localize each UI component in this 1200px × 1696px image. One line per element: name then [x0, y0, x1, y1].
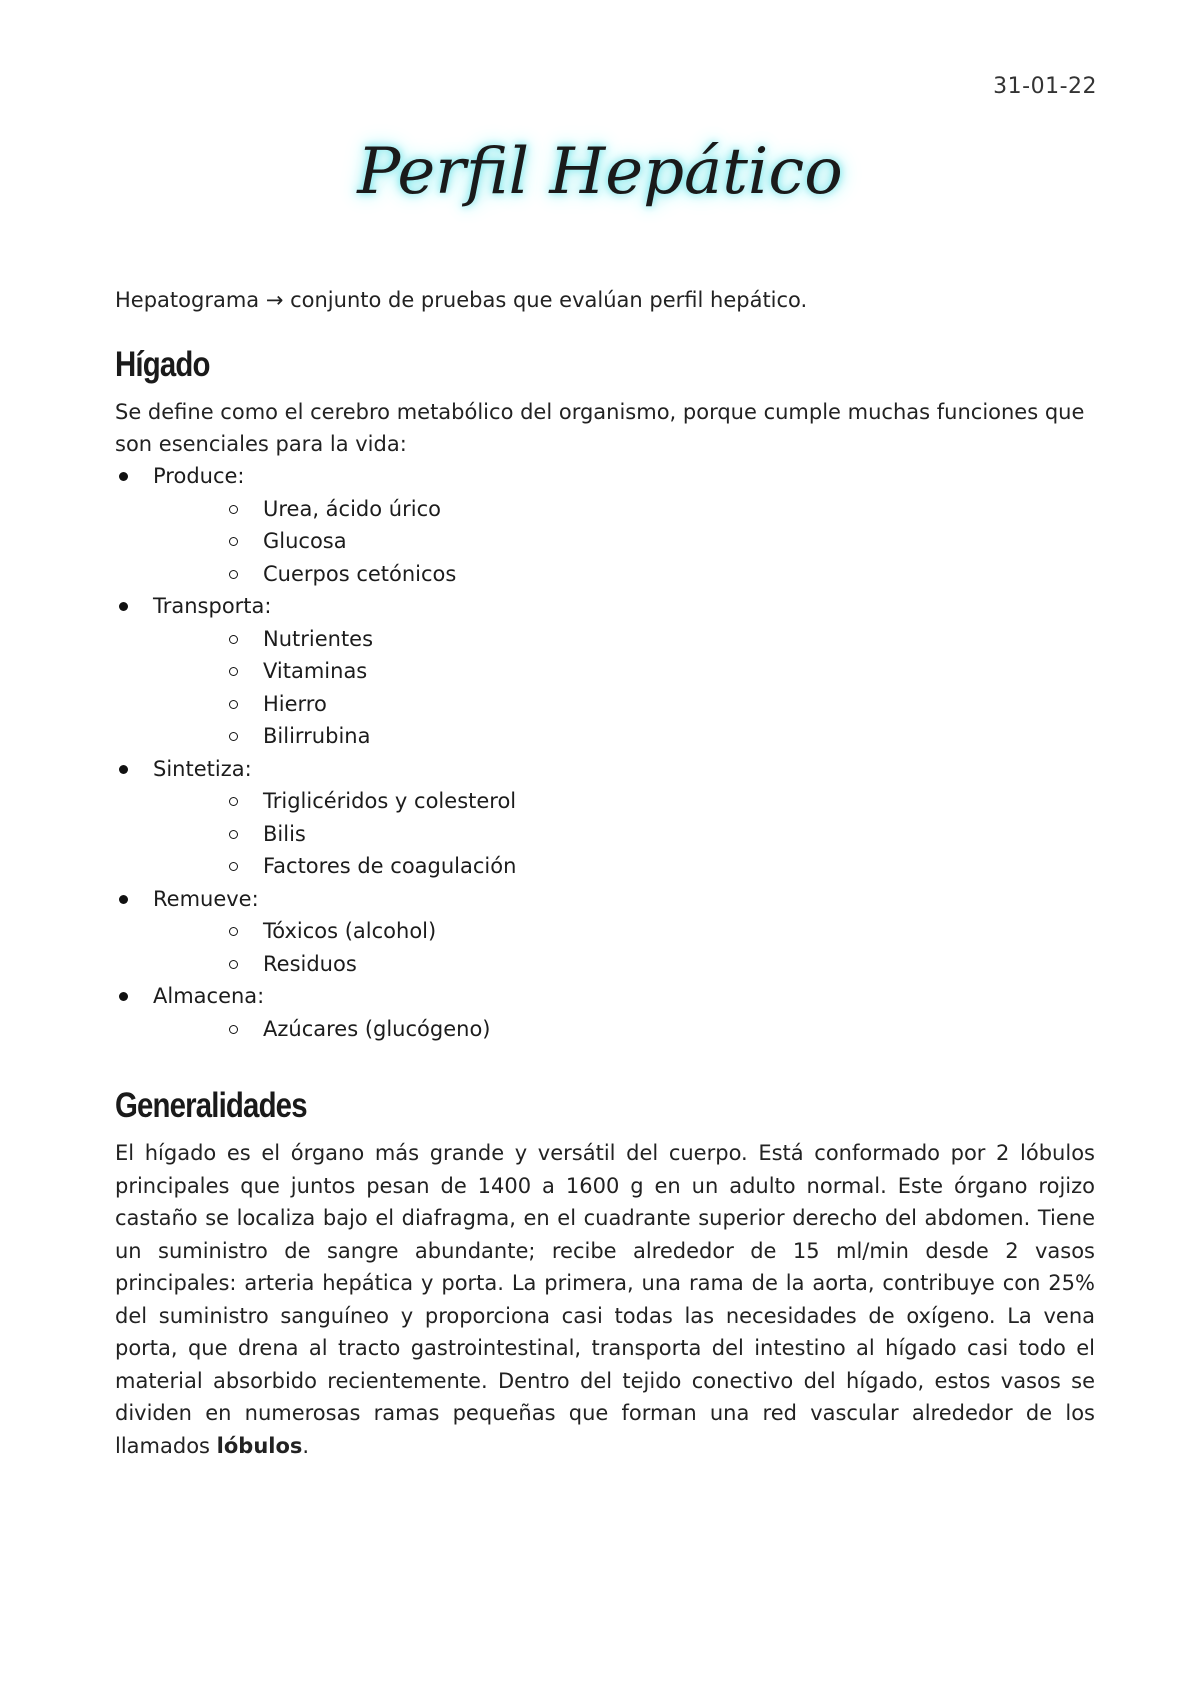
- generalidades-paragraph: [115, 1137, 1095, 1462]
- function-item: [115, 590, 1095, 753]
- function-sublist: [153, 785, 1095, 883]
- section-heading-higado: Hígado: [115, 345, 210, 384]
- section-higado: [115, 340, 1095, 1045]
- function-label: Remueve:: [153, 886, 259, 911]
- sublist-item: Glucosa: [153, 525, 1095, 558]
- sublist-item: Bilirrubina: [153, 720, 1095, 753]
- function-item: [115, 883, 1095, 981]
- sublist-item: Bilis: [153, 818, 1095, 851]
- bold-term: lóbulos: [216, 1433, 303, 1458]
- sublist-item: Residuos: [153, 948, 1095, 981]
- date-label: 31-01-22: [993, 74, 1097, 99]
- sublist-item: Tóxicos (alcohol): [153, 915, 1095, 948]
- function-item: [115, 460, 1095, 590]
- function-sublist: [153, 1013, 1095, 1046]
- function-sublist: [153, 493, 1095, 591]
- function-item: [115, 980, 1095, 1045]
- page-title: Perfil Hepático: [357, 135, 843, 209]
- sublist-item: Nutrientes: [153, 623, 1095, 656]
- generalidades-text: El hígado es el órgano más grande y versátil del cuerpo. Está conformado por 2 lóbulos principales que juntos pesan de 1400 a 1600 g en un adulto normal. Este órgano rojizo castaño se localiza bajo el diafragma, en el cuadrante superior derecho del abdomen. Tiene un suministro de sangre abundante; recibe alrededor de 15 ml/min desde 2 vasos principales: arteria hepática y porta. La primera, una rama de la aorta, contribuye con 25% del suministro sanguíneo y proporciona casi todas las necesidades de oxígeno. La vena porta, que drena al tracto gastrointestinal, transporta del intestino al hígado casi todo el material absorbido recientemente. Dentro del tejido conectivo del hígado, estos vasos se dividen en numerosas ramas pequeñas que forman una red vascular alrededor de los llamados: [115, 1141, 1095, 1458]
- function-label: Almacena:: [153, 984, 265, 1008]
- sublist-item: Azúcares (glucógeno): [153, 1013, 1095, 1046]
- section-heading-generalidades: Generalidades: [115, 1086, 307, 1125]
- higado-description: Se define como el cerebro metabólico del organismo, porque cumple muchas funciones que son esenciales para la vida:: [115, 400, 1085, 456]
- document-body: [115, 288, 1095, 1462]
- function-sublist: [153, 915, 1095, 980]
- sublist-item: Hierro: [153, 688, 1095, 721]
- sublist-item: Vitaminas: [153, 655, 1095, 688]
- function-sublist: [153, 623, 1095, 753]
- sentence-end: .: [302, 1433, 310, 1458]
- function-item: [115, 753, 1095, 883]
- function-label: Sintetiza:: [153, 756, 252, 781]
- function-label: Produce:: [153, 464, 245, 488]
- sublist-item: Urea, ácido úrico: [153, 493, 1095, 526]
- sublist-item: Factores de coagulación: [153, 850, 1095, 883]
- sublist-item: Triglicéridos y colesterol: [153, 785, 1095, 818]
- functions-list: [115, 460, 1095, 1045]
- intro-text: Hepatograma → conjunto de pruebas que evalúan perfil hepático.: [115, 288, 808, 312]
- function-label: Transporta:: [153, 594, 272, 618]
- sublist-item: Cuerpos cetónicos: [153, 558, 1095, 591]
- section-generalidades: [115, 1081, 1095, 1462]
